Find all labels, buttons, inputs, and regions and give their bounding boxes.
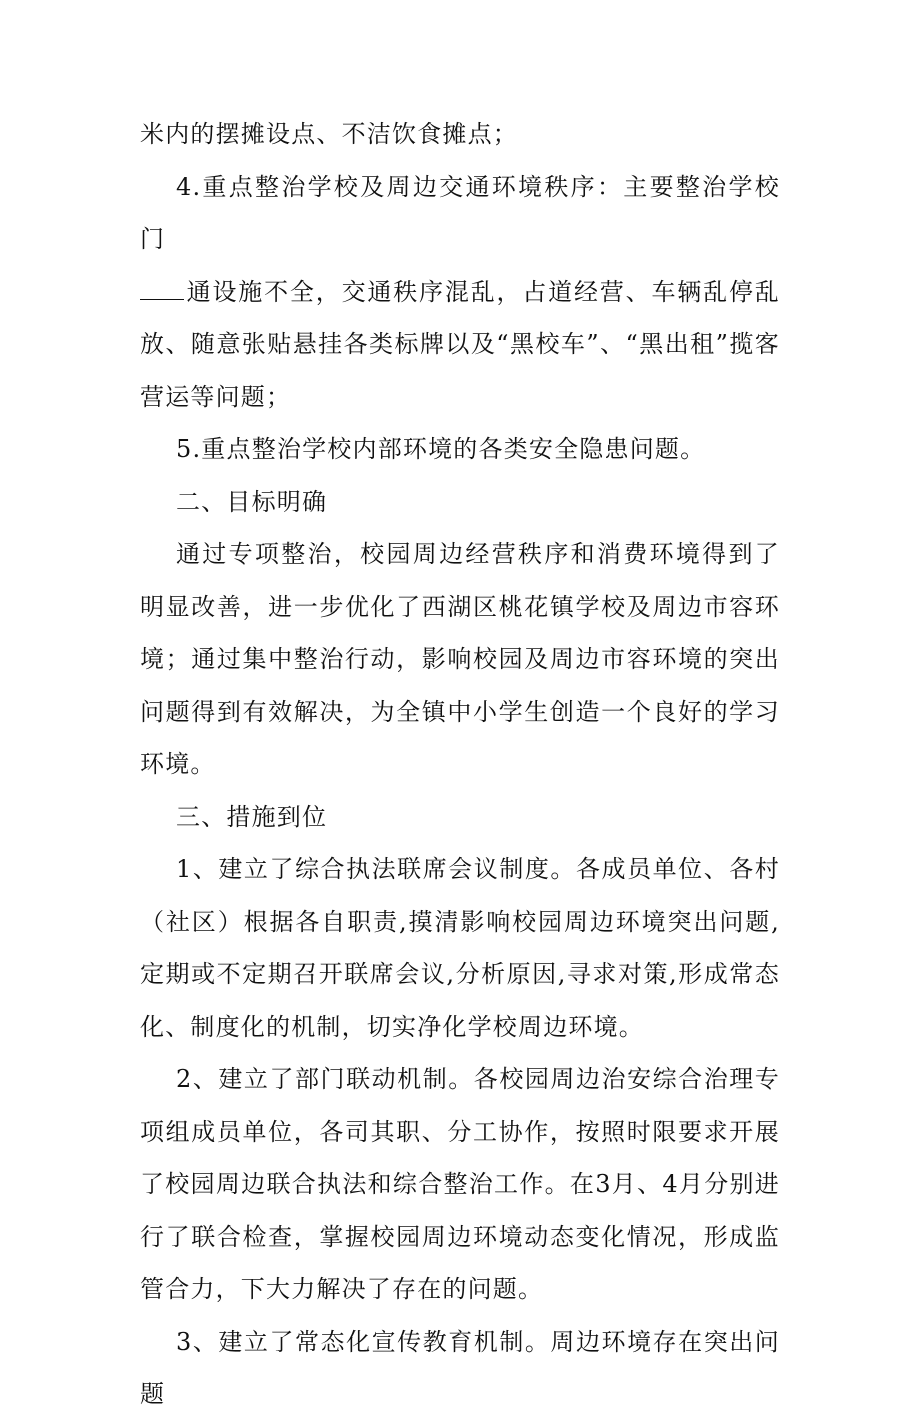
paragraph-2: 4.重点整治学校及周边交通环境秩序：主要整治学校门 <box>140 172 780 253</box>
paragraph-3 <box>140 266 780 424</box>
paragraph-10: 3、建立了常态化宣传教育机制。周边环境存在突出问题 <box>140 1327 780 1408</box>
section-heading-3: 三、措施到位 <box>176 802 328 831</box>
paragraph-8: 1、建立了综合执法联席会议制度。各成员单位、各村（社区）根据各自职责,摸清影响校园周边环境突出问题,定期或不定期召开联席会议,分析原因,寻求对策,形成常态化、制度化的机制，切实净化学校周边环境。 <box>140 855 780 1041</box>
paragraph-6: 通过专项整治，校园周边经营秩序和消费环境得到了明显改善，进一步优化了西湖区桃花镇学校及周边市容环境；通过集中整治行动，影响校园及周边市容环境的突出问题得到有效解决，为全镇中小学生创造一个良好的学习环境。 <box>140 540 780 778</box>
paragraph-4: 5.重点整治学校内部环境的各类安全隐患问题。 <box>176 435 706 463</box>
paragraph-1: 米内的摆摊设点、不洁饮食摊点； <box>140 120 518 148</box>
paragraph-3-text: 通设施不全，交通秩序混乱，占道经营、车辆乱停乱放、随意张贴悬挂各类标牌以及“黑校车”、“黑出租”揽客营运等问题； <box>140 277 780 411</box>
paragraph-9: 2、建立了部门联动机制。各校园周边治安综合治理专项组成员单位，各司其职、分工协作，按照时限要求开展了校园周边联合执法和综合整治工作。在3月、4月分别进行了联合检查，掌握校园周边环境动态变化情况，形成监管合力，下大力解决了存在的问题。 <box>140 1065 780 1303</box>
document-body <box>140 108 780 1421</box>
blank-underline <box>140 279 184 300</box>
section-heading-2: 二、目标明确 <box>176 487 328 516</box>
